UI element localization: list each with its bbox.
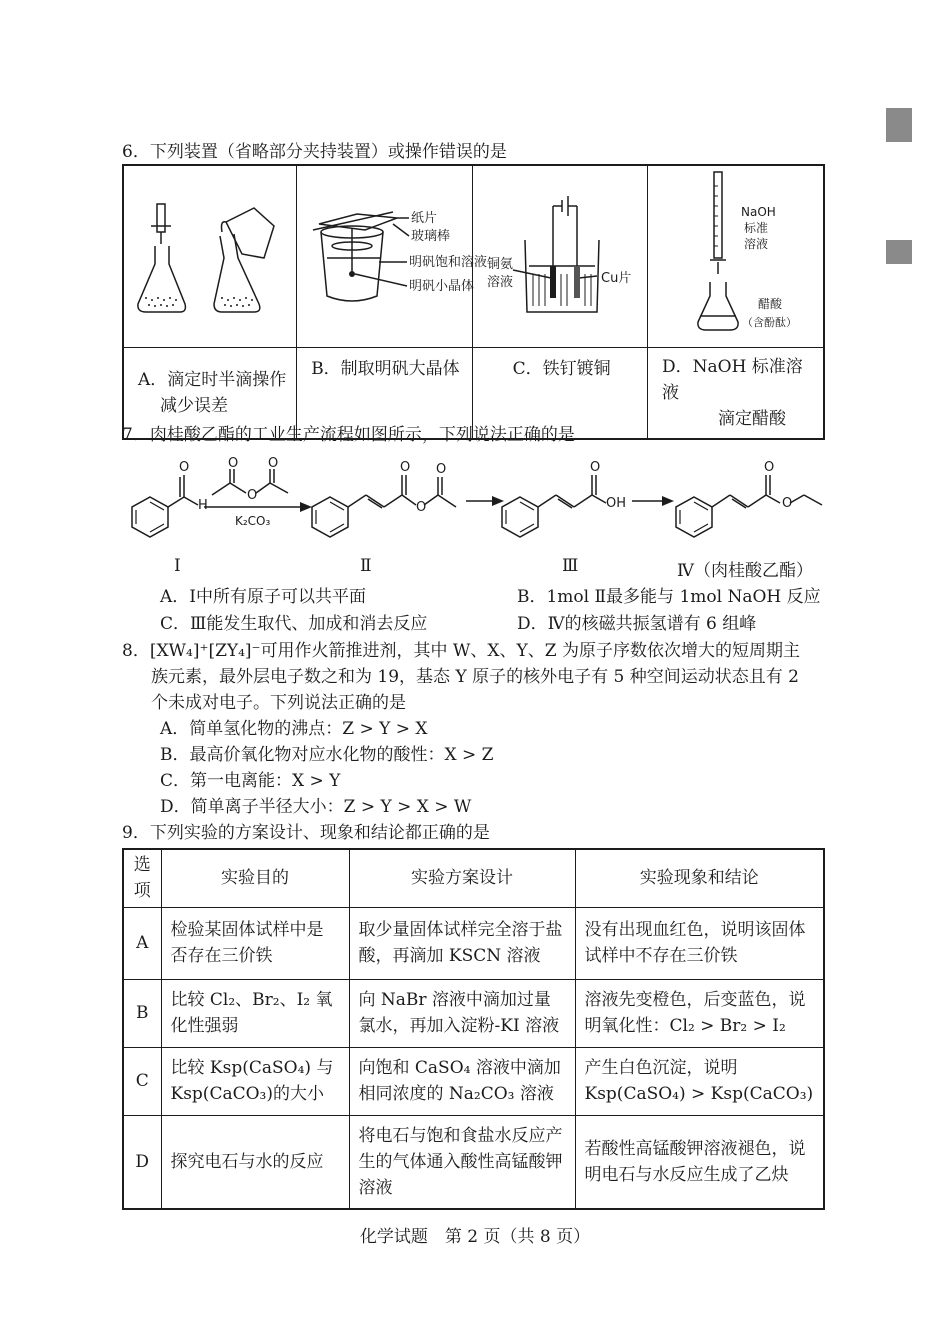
roman-ii: Ⅱ bbox=[360, 556, 372, 576]
q6-option-b: B．制取明矾大晶体 bbox=[297, 348, 472, 440]
row-a-design: 取少量固体试样完全溶于盐酸，再滴加 KSCN 溶液 bbox=[349, 907, 575, 979]
scheme-o-6: O bbox=[416, 500, 427, 515]
q6-option-d: D．NaOH 标准溶液 滴定醋酸 bbox=[648, 348, 825, 440]
row-a-result: 没有出现血红色，说明该固体试样中不存在三价铁 bbox=[575, 907, 824, 979]
q8-stem-line-3: 个未成对电子。下列说法正确的是 bbox=[151, 693, 406, 713]
label-standard: 标准 bbox=[744, 221, 769, 235]
scheme-o-1: O bbox=[179, 460, 190, 475]
q6-picture-b bbox=[297, 165, 488, 348]
scheme-reagent: K₂CO₃ bbox=[235, 514, 271, 528]
label-alum-crystal: 明矾小晶体 bbox=[409, 279, 475, 294]
q6-apparatus-table bbox=[122, 164, 825, 440]
row-b-design: 向 NaBr 溶液中滴加过量氯水，再加入淀粉-KI 溶液 bbox=[349, 979, 575, 1047]
label-copper-ammonia-2: 溶液 bbox=[486, 275, 513, 290]
row-a-purpose: 检验某固体试样中是否存在三价铁 bbox=[161, 907, 349, 979]
row-d-purpose: 探究电石与水的反应 bbox=[161, 1115, 349, 1209]
header-option: 选项 bbox=[123, 849, 161, 907]
titration-flask-illustration bbox=[124, 166, 296, 342]
scheme-o-9: O bbox=[764, 460, 775, 475]
q7-stem: 7．肉桂酸乙酯的工业生产流程如图所示，下列说法正确的是 bbox=[122, 425, 575, 445]
q6-option-c: C．铁钉镀铜 bbox=[472, 348, 647, 440]
roman-iii: Ⅲ bbox=[562, 556, 579, 576]
row-c-purpose: 比较 Ksp(CaSO₄) 与 Ksp(CaCO₃)的大小 bbox=[161, 1047, 349, 1115]
q7-option-c: C．Ⅲ能发生取代、加成和消去反应 bbox=[160, 614, 428, 634]
row-c-result: 产生白色沉淀，说明 Ksp(CaSO₄) > Ksp(CaCO₃) bbox=[575, 1047, 824, 1115]
label-copper-ammonia-1: 铜氨 bbox=[486, 257, 513, 272]
q9-experiment-table bbox=[122, 848, 825, 1210]
q8-stem-line-2: 族元素，最外层电子数之和为 19，基态 Y 原子的核外电子有 5 种空间运动状态且有 2 bbox=[151, 667, 799, 687]
row-d-option: D bbox=[123, 1115, 161, 1209]
table-row bbox=[123, 907, 824, 979]
q7-option-b: B．1mol Ⅱ最多能与 1mol NaOH 反应 bbox=[517, 587, 821, 607]
row-a-option: A bbox=[123, 907, 161, 979]
scheme-o-4: O bbox=[268, 456, 279, 471]
scheme-o-10: O bbox=[782, 496, 793, 511]
naoh-titration-illustration bbox=[648, 166, 823, 342]
q6-picture-c bbox=[472, 165, 647, 348]
row-c-design: 向饱和 CaSO₄ 溶液中滴加相同浓度的 Na₂CO₃ 溶液 bbox=[349, 1047, 575, 1115]
scheme-o-7: O bbox=[436, 462, 447, 477]
label-phenolphthalein: （含酚酞） bbox=[742, 316, 797, 329]
row-c-option: C bbox=[123, 1047, 161, 1115]
label-naoh: NaOH bbox=[741, 205, 776, 219]
label-glass-rod: 玻璃棒 bbox=[411, 229, 451, 244]
label-solution: 溶液 bbox=[744, 237, 769, 251]
header-purpose: 实验目的 bbox=[161, 849, 349, 907]
page-edge-tab-middle bbox=[886, 240, 912, 264]
row-b-option: B bbox=[123, 979, 161, 1047]
q8-option-c: C．第一电离能：X > Y bbox=[160, 771, 341, 791]
label-alum-solution: 明矾饱和溶液 bbox=[409, 255, 488, 270]
roman-iv: Ⅳ（肉桂酸乙酯） bbox=[677, 561, 813, 581]
scheme-o-3: O bbox=[247, 488, 258, 503]
q8-option-d: D．简单离子半径大小：Z > Y > X > W bbox=[160, 797, 472, 817]
table-row bbox=[123, 1115, 824, 1209]
alum-crystal-illustration bbox=[297, 166, 488, 342]
q8-stem-line-1: 8．[XW₄]⁺[ZY₄]⁻可用作火箭推进剂，其中 W、X、Y、Z 为原子序数依次增大的短周期主 bbox=[122, 641, 800, 661]
page-edge-tab-top bbox=[886, 108, 912, 142]
row-b-result: 溶液先变橙色，后变蓝色，说明氧化性：Cl₂ > Br₂ > I₂ bbox=[575, 979, 824, 1047]
label-acetic-acid: 醋酸 bbox=[758, 297, 783, 311]
scheme-oh-label: OH bbox=[606, 496, 627, 511]
label-paper: 纸片 bbox=[411, 211, 438, 226]
scheme-o-8: O bbox=[590, 460, 601, 475]
table-header-row bbox=[123, 849, 824, 907]
electroplating-illustration bbox=[473, 166, 647, 342]
table-row bbox=[123, 979, 824, 1047]
table-row bbox=[123, 1047, 824, 1115]
scheme-o-2: O bbox=[228, 456, 239, 471]
q7-option-d: D．Ⅳ的核磁共振氢谱有 6 组峰 bbox=[517, 614, 757, 634]
roman-i: Ⅰ bbox=[174, 556, 181, 576]
row-d-result: 若酸性高锰酸钾溶液褪色，说明电石与水反应生成了乙炔 bbox=[575, 1115, 824, 1209]
label-cu-sheet: Cu片 bbox=[600, 271, 631, 286]
q7-option-a: A．Ⅰ中所有原子可以共平面 bbox=[160, 587, 366, 607]
q6-stem: 6．下列装置（省略部分夹持装置）或操作错误的是 bbox=[122, 142, 507, 162]
q9-stem: 9．下列实验的方案设计、现象和结论都正确的是 bbox=[122, 823, 490, 843]
q8-option-b: B．最高价氧化物对应水化物的酸性：X > Z bbox=[160, 745, 494, 765]
header-result: 实验现象和结论 bbox=[575, 849, 824, 907]
row-d-design: 将电石与饱和食盐水反应产生的气体通入酸性高锰酸钾溶液 bbox=[349, 1115, 575, 1209]
q6-picture-a bbox=[123, 165, 297, 348]
q8-option-a: A．简单氢化物的沸点：Z > Y > X bbox=[160, 719, 428, 739]
page-footer: 化学试题 第 2 页（共 8 页） bbox=[359, 1227, 591, 1247]
q6-option-a: A．滴定时半滴操作 减少误差 bbox=[123, 348, 297, 440]
header-design: 实验方案设计 bbox=[349, 849, 575, 907]
q6-picture-d bbox=[648, 165, 825, 348]
scheme-o-5: O bbox=[400, 460, 411, 475]
scheme-h-label: H bbox=[198, 498, 208, 513]
row-b-purpose: 比较 Cl₂、Br₂、I₂ 氧化性强弱 bbox=[161, 979, 349, 1047]
